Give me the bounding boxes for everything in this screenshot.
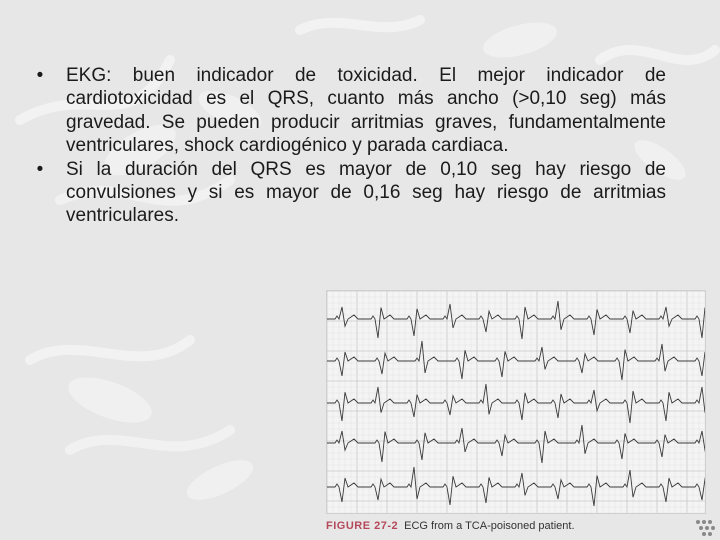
- figure-caption-text: ECG from a TCA-poisoned patient.: [404, 520, 575, 532]
- bullet-list: [30, 64, 666, 228]
- figure-caption: [326, 520, 716, 532]
- figure-label: FIGURE 27-2: [326, 520, 399, 532]
- ekg-trace: [327, 467, 706, 506]
- bullet-marker: •: [36, 158, 44, 180]
- bullet-text: EKG: buen indicador de toxicidad. El mejor indicador de cardiotoxicidad es el QRS, cuanto más ancho (>0,10 seg) más gravedad. Se pueden producir arritmias graves, fundamentalmente ventriculares, shock cardiogénico y parada cardiaca.: [66, 65, 666, 157]
- ekg-trace: [327, 425, 706, 463]
- bullet-item-qrs: [30, 158, 666, 228]
- corner-logo: [686, 512, 720, 540]
- ekg-figure: [326, 290, 706, 514]
- ekg-trace: [327, 301, 706, 339]
- bullet-text: Si la duración del QRS es mayor de 0,10 seg hay riesgo de convulsiones y si es mayor de 0,16 seg hay riesgo de arritmias ventriculares.: [66, 158, 666, 227]
- ekg-trace: [327, 341, 706, 380]
- bullet-item-ekg: [30, 64, 666, 158]
- bullet-marker: •: [36, 65, 44, 86]
